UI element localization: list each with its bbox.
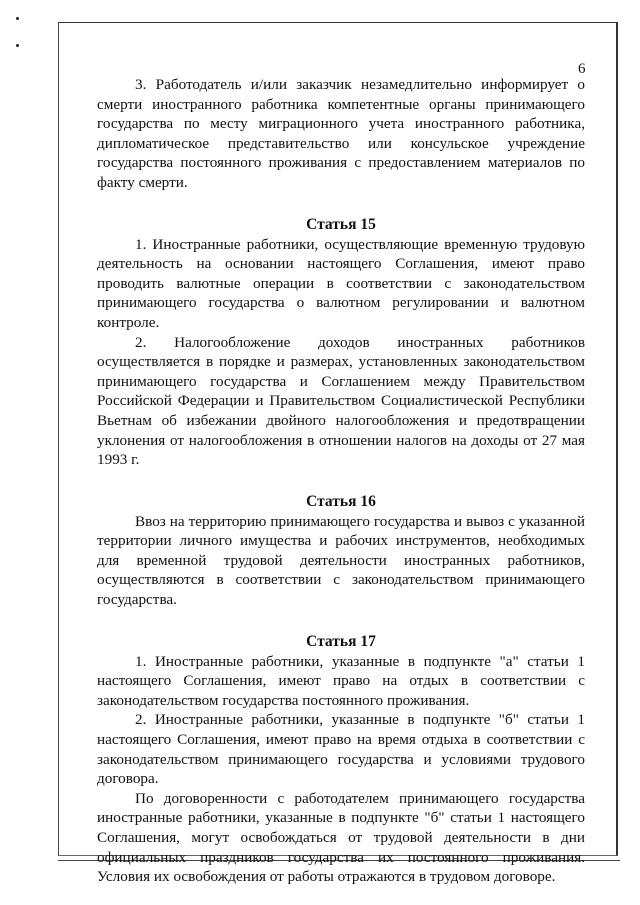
document-body xyxy=(97,75,585,887)
page-number: 6 xyxy=(578,61,586,77)
spacer xyxy=(97,193,585,215)
article-16-heading: Статья 16 xyxy=(306,492,376,510)
article-17-heading: Статья 17 xyxy=(306,632,376,650)
article-17-paragraph-2: 2. Иностранные работники, указанные в подпункте "б" статьи 1 настоящего Соглашения, имеют право на время отдыха в соответствии с законодательством принимающего государства и условиями трудового договора. xyxy=(97,711,585,788)
article-17-paragraph-3: По договоренности с работодателем принимающего государства иностранные работники, указанные в подпункте "б" статьи 1 настоящего Соглашения, могут освобождаться от трудовой деятельности в дни официальных праздников государства их постоянного проживания. Условия их освобождения от работы отражаются в трудовом договоре. xyxy=(97,789,585,886)
scan-speck-top xyxy=(16,17,19,20)
paragraph-death-notification: 3. Работодатель и/или заказчик незамедлительно информирует о смерти иностранного работника компетентные органы принимающего государства по месту миграционного учета иностранного работника, дипломатическое представительство или консульское учреждение государства постоянного проживания с предоставлением материалов по факту смерти. xyxy=(97,76,585,191)
article-15-paragraph-2: 2. Налогообложение доходов иностранных работников осуществляется в порядке и размерах, установленных законодательством принимающего государства и Соглашением между Правительством Российской Федерации и Правительством Социалистической Республики Вьетнам об избежании двойного налогообложения и предотвращении уклонения от налогообложения в отношении налогов на доходы от 27 мая 1993 г. xyxy=(97,333,585,469)
spacer xyxy=(97,470,585,492)
scan-speck-lower xyxy=(16,44,19,47)
article-16-paragraph-1: Ввоз на территорию принимающего государства и вывоз с указанной территории личного имущества и рабочих инструментов, необходимых для временной трудовой деятельности иностранных работников, осуществляются в соответствии с законодательством принимающего государства. xyxy=(97,512,585,609)
spacer xyxy=(97,610,585,632)
article-17-paragraph-1: 1. Иностранные работники, указанные в подпункте "а" статьи 1 настоящего Соглашения, имеют право на отдых в соответствии с законодательством государства постоянного проживания. xyxy=(97,652,585,709)
article-15-paragraph-1: 1. Иностранные работники, осуществляющие временную трудовую деятельность на основании настоящего Соглашения, имеют право проводить валютные операции в соответствии с законодательством принимающего государства о валютном регулировании и валютном контроле. xyxy=(97,235,585,331)
article-15-heading: Статья 15 xyxy=(306,215,376,233)
